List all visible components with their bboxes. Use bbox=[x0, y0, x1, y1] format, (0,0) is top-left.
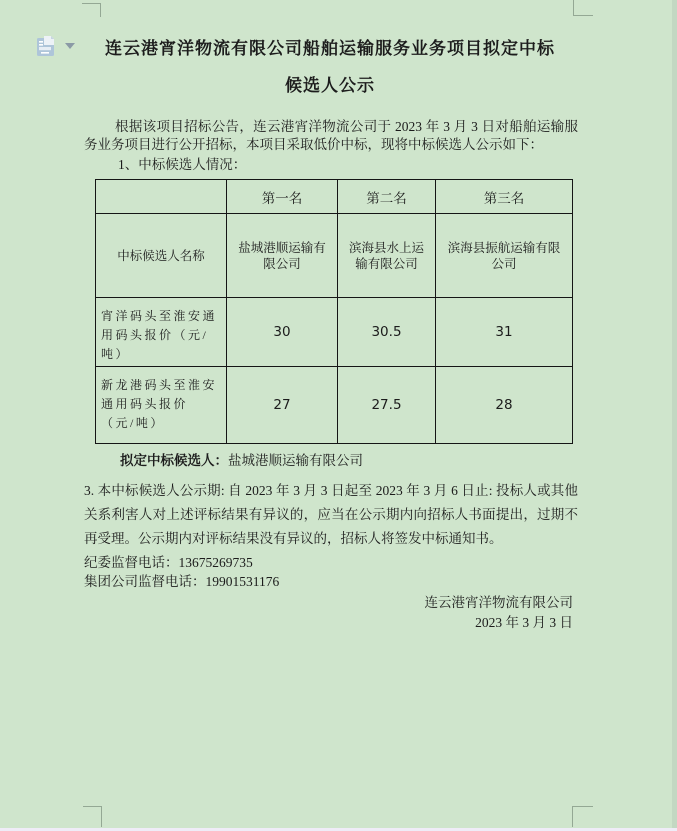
section1-heading: 1、中标候选人情况： bbox=[118, 157, 247, 172]
table-value-cell: 27.5 bbox=[338, 367, 436, 444]
table-header-cell-third: 第三名 bbox=[436, 180, 573, 214]
table-value-cell: 30.5 bbox=[338, 298, 436, 367]
table-header-cell-second: 第二名 bbox=[338, 180, 436, 214]
proposed-winner-line bbox=[84, 449, 363, 469]
table-value-cell: 31 bbox=[436, 298, 573, 367]
proposed-winner-value: 盐城港顺运输有限公司 bbox=[228, 453, 363, 468]
table-row-quote-xinlonggang bbox=[96, 367, 573, 444]
text-boundary-mark-top-right bbox=[573, 0, 593, 16]
table-header-cell-first: 第一名 bbox=[227, 180, 338, 214]
table-value-cell: 盐城港顺运输有限公司 bbox=[227, 214, 338, 298]
table-value-cell: 28 bbox=[436, 367, 573, 444]
chevron-down-icon[interactable] bbox=[65, 43, 75, 49]
table-value-cell: 30 bbox=[227, 298, 338, 367]
text-boundary-mark-bottom-left bbox=[83, 806, 102, 827]
page-title-line1: 连云港宵洋物流有限公司船舶运输服务业务项目拟定中标 bbox=[105, 39, 555, 58]
candidates-table bbox=[95, 179, 573, 444]
proposed-winner-label: 拟定中标候选人： bbox=[120, 453, 228, 468]
table-label-cell: 新龙港码头至淮安通用码头报价（元/吨） bbox=[96, 367, 227, 444]
table-value-cell: 27 bbox=[227, 367, 338, 444]
supervision-phones bbox=[84, 553, 279, 591]
table-row-quote-xiaoyang bbox=[96, 298, 573, 367]
discipline-phone-line: 纪委监督电话：13675269735 bbox=[84, 555, 253, 570]
paste-options-icon bbox=[36, 35, 56, 57]
signature-block bbox=[84, 593, 573, 632]
table-row-candidate-names bbox=[96, 214, 573, 298]
table-label-cell: 宵洋码头至淮安通用码头报价（元/吨） bbox=[96, 298, 227, 367]
page-title bbox=[84, 30, 576, 104]
table-header-cell-blank bbox=[96, 180, 227, 214]
table-header-row bbox=[96, 180, 573, 214]
table-label-cell: 中标候选人名称 bbox=[96, 214, 227, 298]
table-value-cell: 滨海县水上运输有限公司 bbox=[338, 214, 436, 298]
intro-paragraph: 根据该项目招标公告，连云港宵洋物流公司于 2023 年 3 月 3 日对船舶运输服务业务项目进行公开招标，本项目采取低价中标，现将中标候选人公示如下： bbox=[84, 119, 578, 152]
table-value-cell: 滨海县振航运输有限公司 bbox=[436, 214, 573, 298]
page-title-line2: 候选人公示 bbox=[285, 76, 375, 95]
paste-options-button[interactable] bbox=[36, 35, 75, 57]
publicity-period-paragraph: 3. 本中标候选人公示期: 自 2023 年 3 月 3 日起至 2023 年 3 月 6 日止: 投标人或其他关系利害人对上述评标结果有异议的，应当在公示期内向招标人书面提出，过期不再受理。公示期内对评标结果没有异议的，招标人将签发中标通知书。 bbox=[84, 483, 578, 546]
text-boundary-mark-top-left bbox=[82, 3, 101, 17]
text-boundary-mark-bottom-right bbox=[572, 806, 593, 827]
group-phone-line: 集团公司监督电话：19901531176 bbox=[84, 574, 280, 589]
candidates-table-container bbox=[95, 179, 573, 444]
signature-date: 2023 年 3 月 3 日 bbox=[475, 614, 573, 630]
page-right-edge-strip bbox=[672, 0, 677, 831]
signature-company: 连云港宵洋物流有限公司 bbox=[424, 595, 573, 610]
